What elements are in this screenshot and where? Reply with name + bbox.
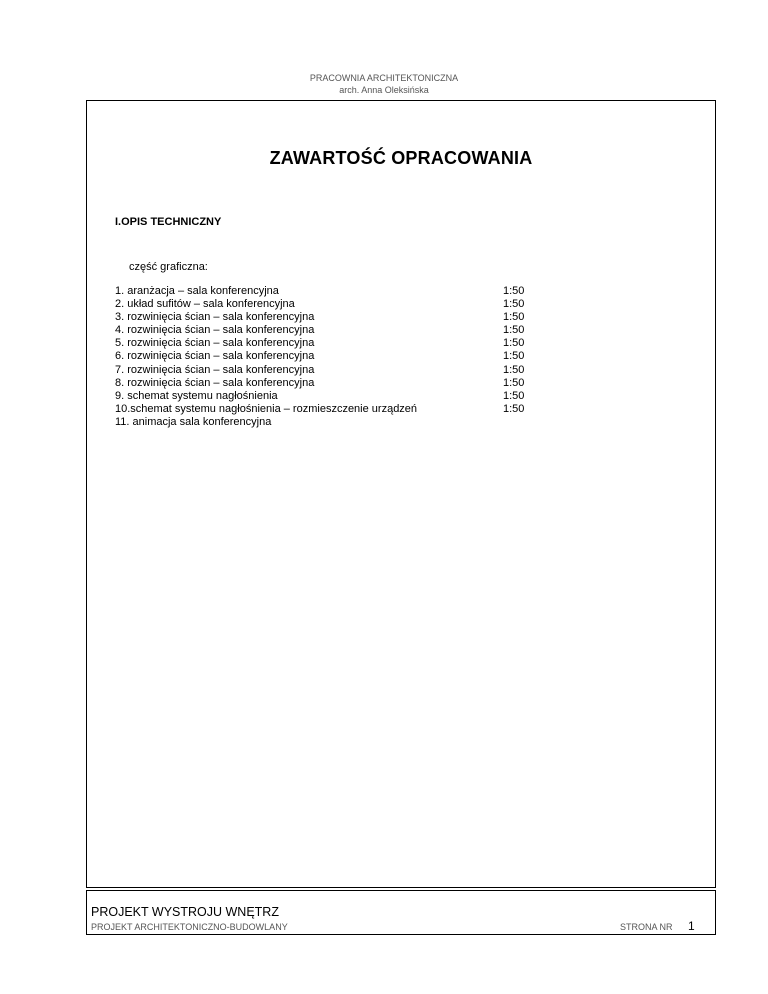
footer-project-type: PROJEKT ARCHITEKTONICZNO-BUDOWLANY	[91, 922, 288, 932]
section-subheading: część graficzna:	[129, 261, 208, 273]
item-label: 7. rozwinięcia ścian – sala konferencyjna	[115, 363, 315, 376]
item-scale: 1:50	[503, 311, 525, 324]
page-number: 1	[688, 919, 695, 933]
item-scale: 1:50	[503, 363, 525, 376]
list-item	[115, 324, 565, 337]
item-label: 2. układ sufitów – sala konferencyjna	[115, 298, 295, 311]
list-item	[115, 364, 565, 377]
list-item	[115, 377, 565, 390]
item-scale: 1:50	[503, 298, 525, 311]
item-label: 8. rozwinięcia ścian – sala konferencyjna	[115, 376, 315, 389]
list-item	[115, 298, 565, 311]
document-title: ZAWARTOŚĆ OPRACOWANIA	[269, 148, 533, 168]
page-number-label: STRONA NR	[620, 922, 673, 932]
item-label: 9. schemat systemu nagłośnienia	[115, 389, 278, 402]
item-scale: 1:50	[503, 402, 525, 415]
item-label: 11. animacja sala konferencyjna	[115, 415, 272, 428]
item-scale: 1:50	[503, 324, 525, 337]
section-heading: I.OPIS TECHNICZNY	[115, 216, 222, 228]
list-item	[115, 337, 565, 350]
item-scale: 1:50	[503, 285, 525, 297]
page-header	[0, 72, 768, 96]
item-scale: 1:50	[503, 350, 525, 363]
office-name: PRACOWNIA ARCHITEKTONICZNA	[309, 73, 459, 83]
list-item	[115, 390, 565, 403]
list-item	[115, 403, 565, 416]
drawing-list	[115, 285, 565, 429]
item-label: 1. aranżacja – sala konferencyjna	[115, 285, 279, 297]
item-label: 3. rozwinięcia ścian – sala konferencyjna	[115, 311, 315, 324]
item-label: 5. rozwinięcia ścian – sala konferencyjna	[115, 337, 315, 350]
footer-project-title: PROJEKT WYSTROJU WNĘTRZ	[91, 905, 279, 919]
list-item	[115, 285, 565, 298]
list-item	[115, 350, 565, 363]
item-label: 10.schemat systemu nagłośnienia – rozmieszczenie urządzeń	[115, 402, 418, 415]
list-item	[115, 416, 565, 429]
list-item	[115, 311, 565, 324]
item-scale: 1:50	[503, 337, 525, 350]
architect-name: arch. Anna Oleksińska	[339, 85, 429, 95]
item-scale: 1:50	[503, 376, 525, 389]
item-scale: 1:50	[503, 389, 525, 402]
item-label: 4. rozwinięcia ścian – sala konferencyjna	[115, 324, 315, 337]
item-label: 6. rozwinięcia ścian – sala konferencyjna	[115, 350, 315, 363]
